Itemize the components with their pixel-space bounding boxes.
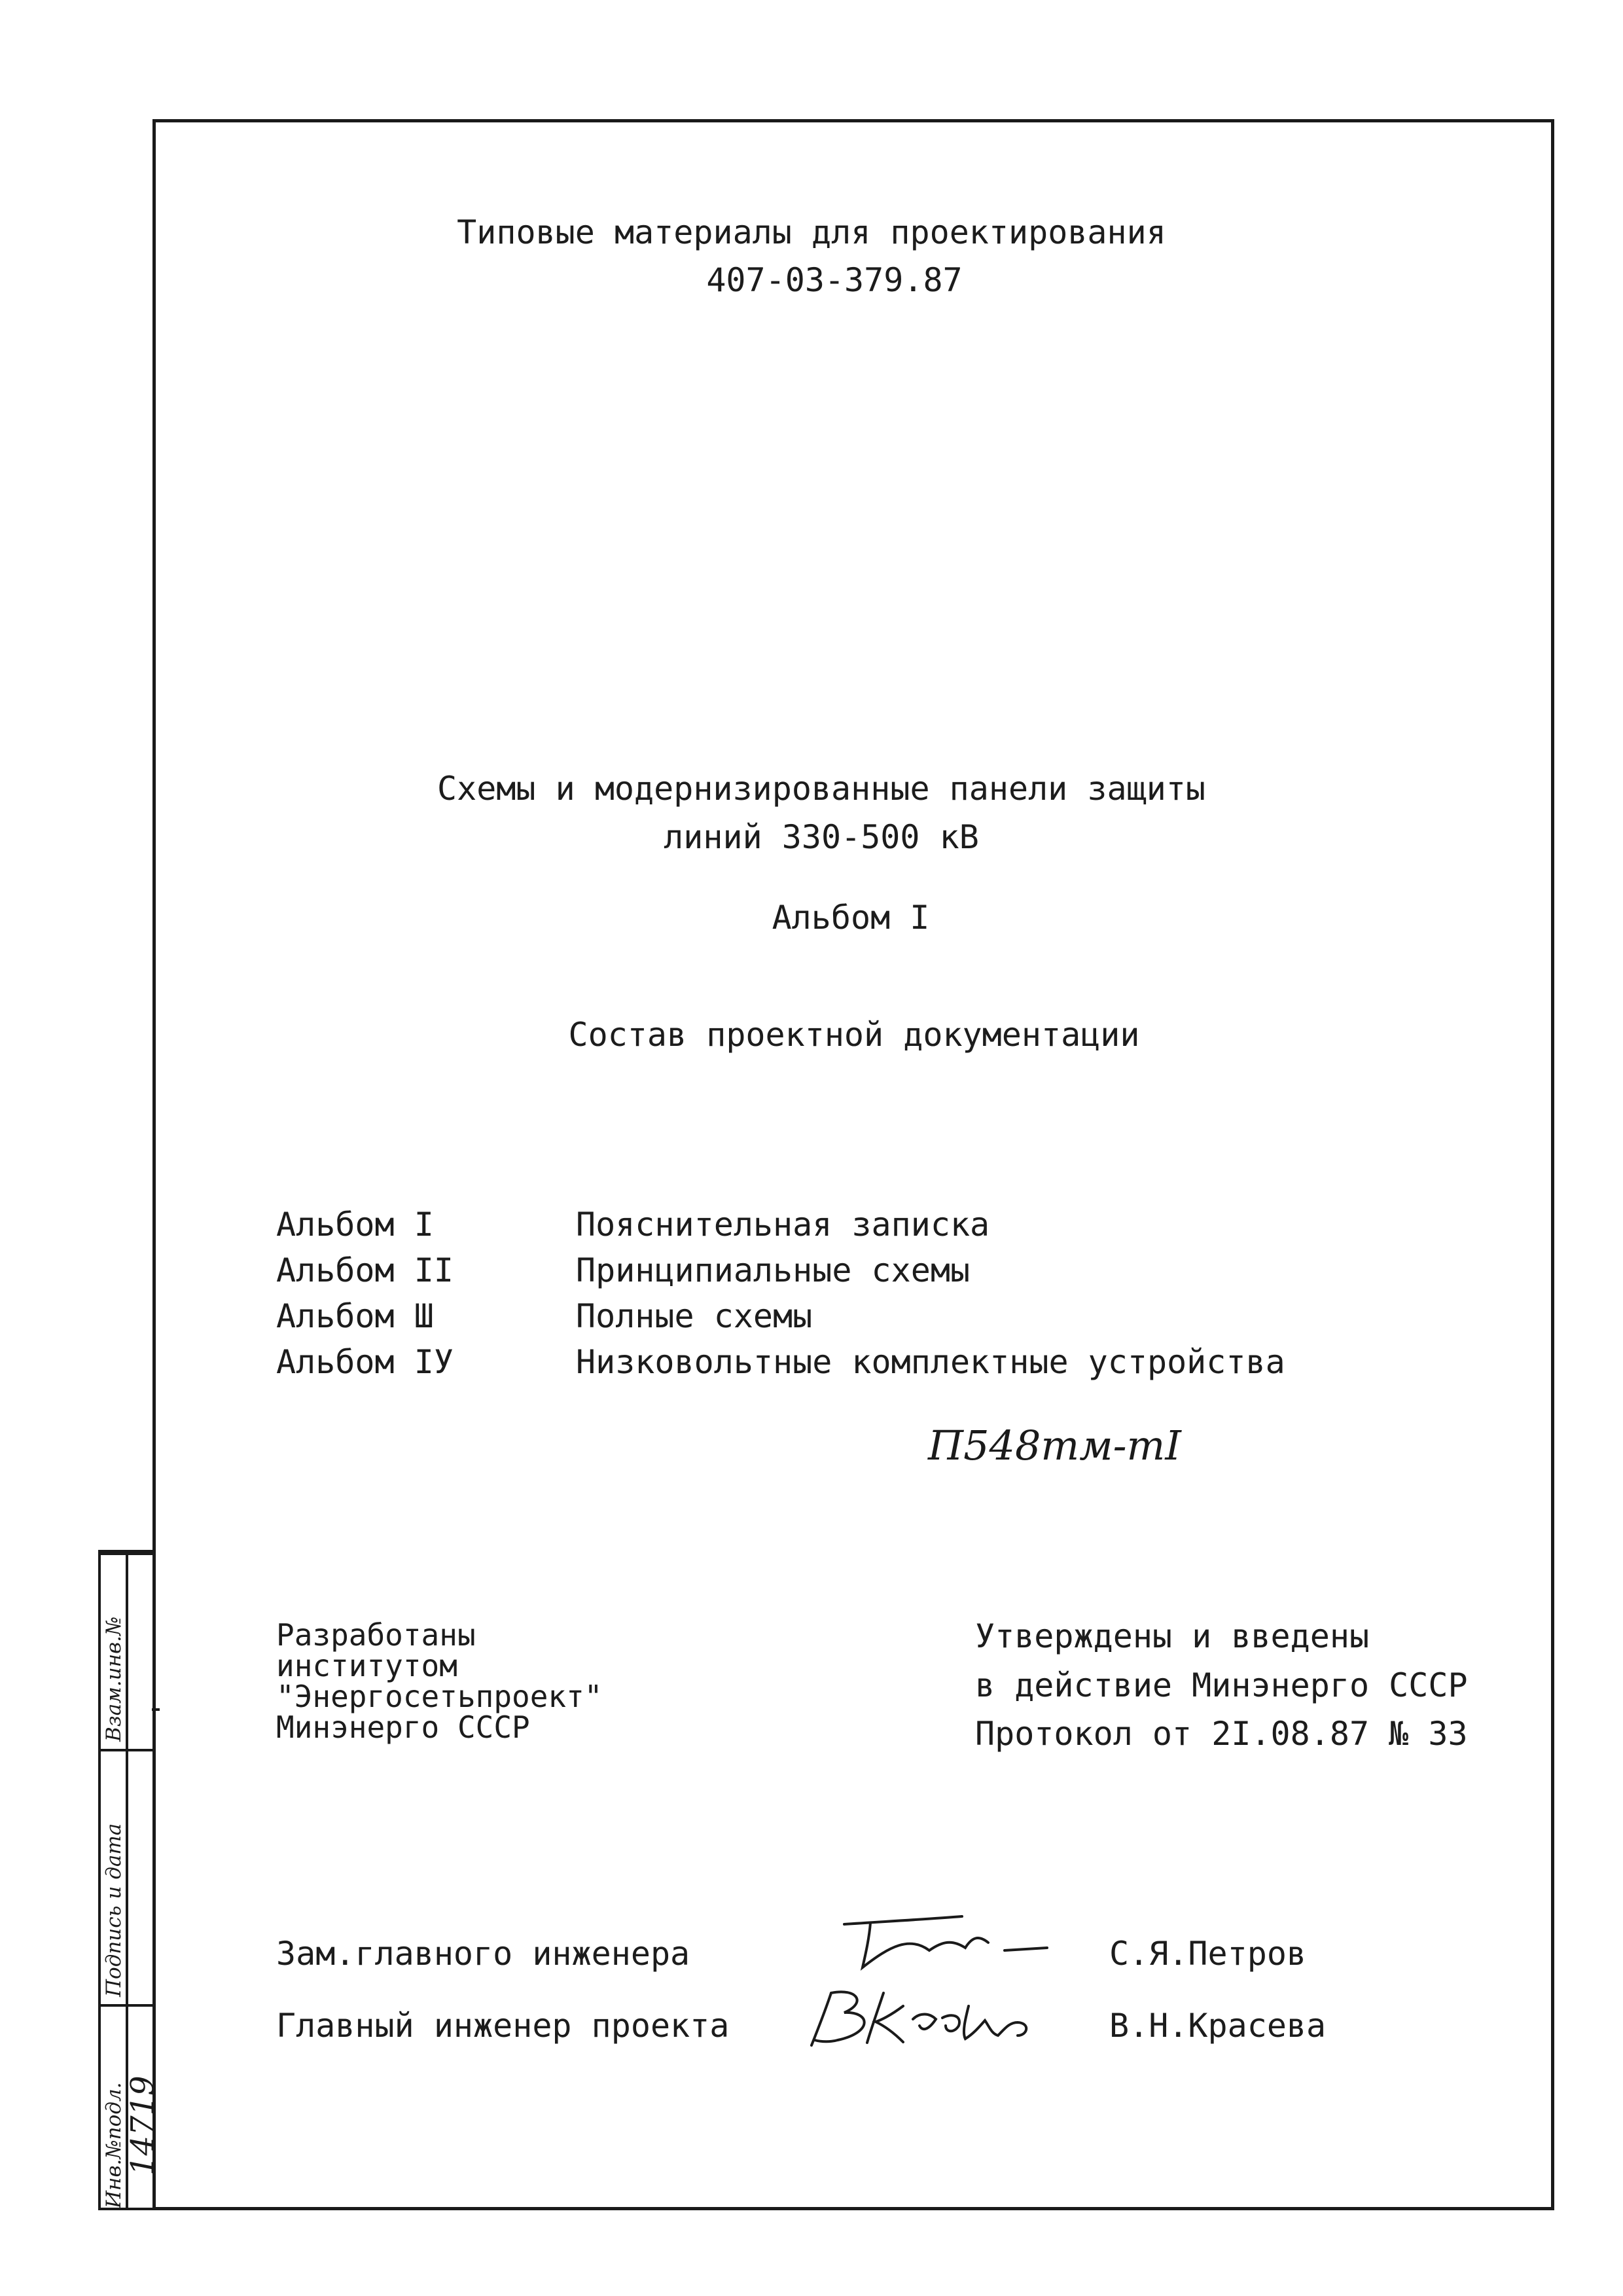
document-code: П548тм-тI bbox=[928, 1422, 1181, 1469]
approval-line: в действие Минэнерго СССР bbox=[975, 1666, 1468, 1704]
signatory-role: Главный инженер проекта bbox=[276, 2007, 730, 2045]
page-frame bbox=[152, 119, 1554, 2210]
inventory-stamp bbox=[98, 1550, 161, 2210]
inventory-number: 14719 bbox=[124, 2075, 161, 2176]
signatory-name: С.Я.Петров bbox=[1109, 1935, 1307, 1973]
album-label: Альбом I bbox=[772, 899, 930, 937]
list-item-album: Альбом Ш bbox=[276, 1297, 434, 1335]
list-item-album: Альбом II bbox=[276, 1251, 454, 1289]
list-item-description: Низковольтные комплектные устройства bbox=[576, 1343, 1285, 1381]
approval-protocol: Протокол от 2I.08.87 № 33 bbox=[975, 1715, 1468, 1753]
document-subtitle: линий 330-500 кВ bbox=[664, 818, 979, 856]
approval-line: Утверждены и введены bbox=[975, 1617, 1370, 1655]
signature-kraseva bbox=[805, 1980, 1054, 2052]
stamp-label-signature-date: Подпись и дата bbox=[102, 1823, 126, 1997]
stamp-label-replacement-inventory: Взам.инв.№ bbox=[102, 1616, 126, 1742]
developed-line: Разработаны bbox=[276, 1617, 476, 1653]
signature-petrov bbox=[831, 1910, 1067, 1975]
stamp-cell-original bbox=[101, 2004, 161, 2213]
document-title: Схемы и модернизированные панели защиты bbox=[437, 770, 1205, 808]
contents-heading: Состав проектной документации bbox=[568, 1016, 1140, 1054]
list-item-description: Полные схемы bbox=[576, 1297, 813, 1335]
signatory-role: Зам.главного инженера bbox=[276, 1935, 690, 1973]
stamp-cell-replacement bbox=[101, 1552, 154, 1749]
developed-line: институтом bbox=[276, 1648, 457, 1683]
binding-mark bbox=[152, 1708, 160, 1711]
list-item-description: Пояснительная записка bbox=[576, 1206, 990, 1244]
list-item-album: Альбом IУ bbox=[276, 1343, 454, 1381]
list-item-album: Альбом I bbox=[276, 1206, 434, 1244]
developed-line: "Энергосетьпроект" bbox=[276, 1679, 603, 1714]
stamp-cell-signature bbox=[101, 1749, 154, 2004]
series-title: Типовые материалы для проектирования bbox=[457, 213, 1166, 251]
series-number: 407-03-379.87 bbox=[706, 261, 963, 299]
developed-line: Минэнерго СССР bbox=[276, 1710, 530, 1745]
signatory-name: В.Н.Красева bbox=[1109, 2007, 1327, 2045]
stamp-label-original-inventory: Инв.№подл. bbox=[102, 2082, 126, 2208]
list-item-description: Принципиальные схемы bbox=[576, 1251, 971, 1289]
